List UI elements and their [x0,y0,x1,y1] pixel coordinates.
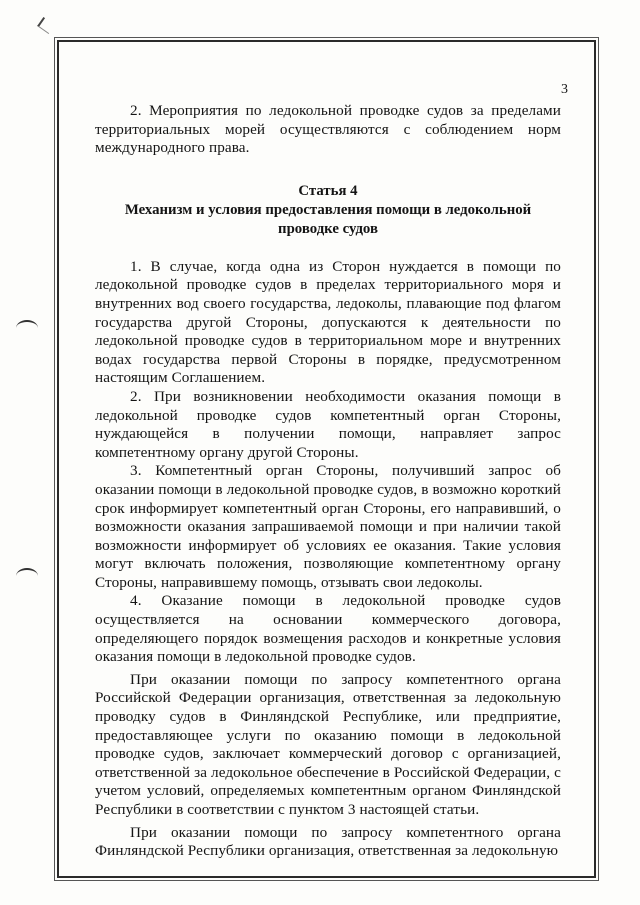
paragraph-6: При оказании помощи по запросу компетентного органа Финляндской Республики организация, ответственная за ледокольную [95,823,561,860]
binding-hole-mark [16,320,38,336]
paragraph-4: 4. Оказание помощи в ледокольной проводке судов осуществляется на основании коммерческого договора, определяющего порядок возмещения расходов и конкретные условия оказания помощи в ледокольной проводке судов. [95,592,561,666]
paragraph-1: 1. В случае, когда одна из Сторон нуждается в помощи по ледокольной проводке судов в пределах территориального моря и внутренних вод своего государства, ледоколы, плавающие под флагом государства другой Стороны, допускаются к деятельности по ледокольной проводке судов в территориальном море и внутренних водах государства первой Стороны в порядке, предусмотренном настоящим Соглашением. [95,257,561,387]
scan-corner-mark [37,17,55,34]
article-subtitle-line1: Механизм и условия предоставления помощи в ледокольной [124,201,532,218]
document-body [95,102,561,861]
paragraph-intro: 2. Мероприятия по ледокольной проводке судов за пределами территориальных морей осуществляются с соблюдением норм международного права. [95,102,561,157]
article-subtitle-line2: проводке судов [278,220,378,237]
paragraph-5: При оказании помощи по запросу компетентного органа Российской Федерации организация, ответственная за ледокольную проводку судов в Финляндской Республике, или предприятие, предоставляющее услуги по оказанию помощи в ледокольной проводке судов, заключает коммерческий договор с организацией, ответственной за ледокольное обеспечение в Российской Федерации, с учетом условий, определяемых компетентным органом Финляндской Республики в соответствии с пунктом 3 настоящей статьи. [95,670,561,818]
binding-hole-mark [16,568,38,584]
page-number: 3 [561,82,568,97]
paragraph-2: 2. При возникновении необходимости оказания помощи в ледокольной проводке судов компетентный орган Стороны, нуждающейся в получении помощи, направляет запрос компетентному органу другой Стороны. [95,387,561,461]
article-heading [95,182,561,239]
paragraph-3: 3. Компетентный орган Стороны, получивший запрос об оказании помощи в ледокольной проводке судов, в возможно короткий срок информирует компетентный орган Стороны, его направивший, о возможности оказания запрашиваемой помощи и при наличии такой возможности информирует об условиях ее оказания. Такие условия могут включать положения, позволяющие компетентному органу Стороны, направившему помощь, отзывать свои ледоколы. [95,462,561,591]
page-frame [57,40,596,878]
article-title: Статья 4 [298,182,358,199]
